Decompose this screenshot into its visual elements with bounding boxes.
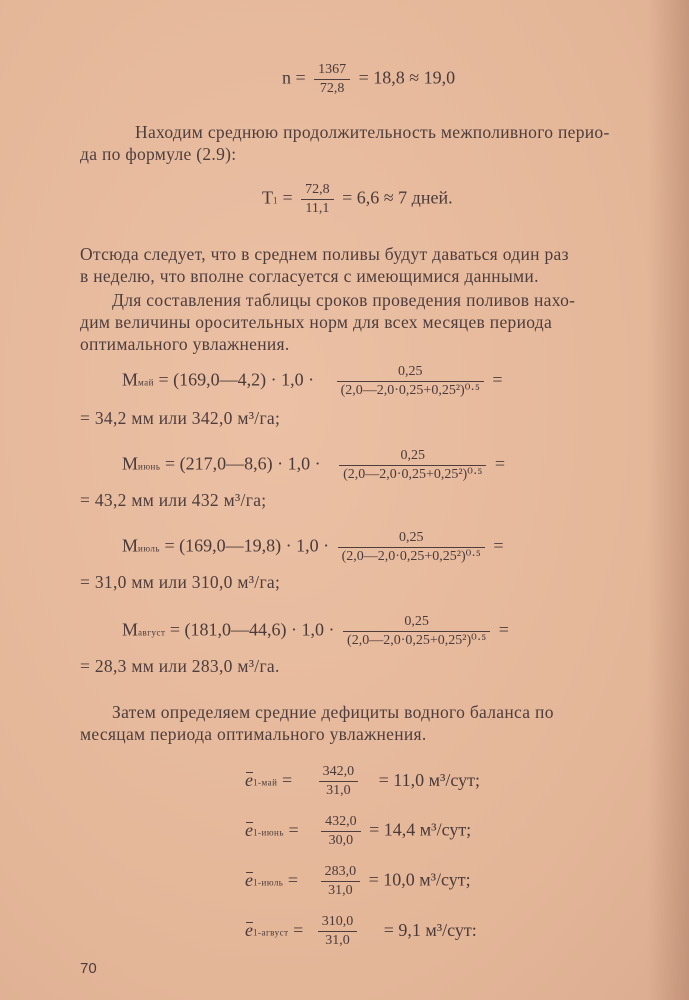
norm-subscript: август <box>138 627 166 638</box>
page-number: 70 <box>80 960 97 977</box>
norm-numerator: 0,25 <box>337 364 484 382</box>
paragraph-4-line-1: Затем определяем средние дефициты водного баланса по <box>112 702 554 722</box>
deficit-fraction <box>321 864 361 899</box>
norm-denominator: (2,0—2,0·0,25+0,25²)⁰·⁵ <box>347 633 487 648</box>
deficit-denominator: 31,0 <box>328 883 353 898</box>
norm-fraction <box>338 530 485 565</box>
deficit-august: e1-агвуст = $\frac{310,0}{31,0}$ = 9,1 м³/сут: <box>245 914 477 948</box>
deficit-denominator: 31,0 <box>325 933 350 948</box>
formula-n-lhs: n <box>282 67 291 88</box>
formula-n-denominator: 72,8 <box>319 81 345 96</box>
norm-fraction <box>337 364 484 399</box>
norm-fraction <box>339 448 486 483</box>
deficit-subscript: 1-агвуст <box>253 927 289 938</box>
paragraph-3-line-3: оптимального увлажнения. <box>80 334 290 354</box>
paragraph-1-line-2: да по формуле (2.9): <box>80 144 237 164</box>
norm-label: M <box>122 619 139 640</box>
deficit-result: = 10,0 м³/сут; <box>368 869 471 890</box>
deficit-result: = 11,0 м³/сут; <box>378 769 480 790</box>
norm-label: M <box>122 453 139 474</box>
norm-label: M <box>122 535 139 556</box>
deficit-june: e1-июнь = $\frac{432,0}{30,0}$ = 14,4 м³/сут; <box>245 814 472 848</box>
formula-n-numerator: 1367 <box>314 62 350 80</box>
deficit-label: e <box>245 769 253 790</box>
formula-t-lhs: T <box>262 187 273 208</box>
deficit-numerator: 283,0 <box>321 864 361 882</box>
deficit-numerator: 432,0 <box>321 814 361 832</box>
irrigation-norm-may-result: = 34,2 мм или 342,0 м³/га; <box>80 408 281 428</box>
norm-expression: = (169,0—4,2) · 1,0 · <box>158 369 315 390</box>
norm-expression: = (169,0—19,8) · 1,0 · <box>164 535 330 556</box>
norm-expression: = (181,0—44,6) · 1,0 · <box>169 619 335 640</box>
formula-n-fraction <box>314 62 350 97</box>
paragraph-2-line-1: Отсюда следует, что в среднем поливы будут даваться один раз <box>80 244 569 264</box>
deficit-may: e1-май = $\frac{342,0}{31,0}$ = 11,0 м³/сут; <box>245 764 480 798</box>
formula-t-subscript: 1 <box>273 195 278 206</box>
deficit-result: = 9,1 м³/сут: <box>383 919 477 940</box>
formula-t-numerator: 72,8 <box>301 182 334 200</box>
formula-n: n = $\frac{1367}{72,8}$ = 18,8 ≈ 19,0 <box>282 62 456 96</box>
paragraph-3-line-2: дим величины оросительных норм для всех месяцев периода <box>80 312 553 332</box>
paragraph-3-line-1: Для составления таблицы сроков проведения поливов нахо- <box>112 290 576 310</box>
norm-fraction <box>343 614 490 649</box>
formula-n-result: = 18,8 ≈ 19,0 <box>358 67 456 88</box>
paragraph-2-line-2: в неделю, что вполне согласуется с имеющимися данными. <box>80 266 539 286</box>
norm-subscript: май <box>138 377 154 388</box>
deficit-july: e1-июль = $\frac{283,0}{31,0}$ = 10,0 м³/сут; <box>245 864 471 898</box>
irrigation-norm-june-result: = 43,2 мм или 432 м³/га; <box>80 490 267 510</box>
norm-denominator: (2,0—2,0·0,25+0,25²)⁰·⁵ <box>341 549 481 564</box>
norm-subscript: июль <box>138 543 160 554</box>
formula-t-denominator: 11,1 <box>305 201 330 216</box>
irrigation-norm-june: Mиюнь = (217,0—8,6) · 1,0 · $\frac{0,25}{\text{(2,0—2,0·0,25+0,25²)⁰·⁵}}$ = <box>122 448 506 482</box>
irrigation-norm-august: Mавгуст = (181,0—44,6) · 1,0 · $\frac{0,25}{\text{(2,0—2,0·0,25+0,25²)⁰·⁵}}$ = <box>122 614 509 648</box>
norm-numerator: 0,25 <box>338 530 485 548</box>
deficit-subscript: 1-июль <box>253 877 284 888</box>
formula-t-result: = 6,6 ≈ 7 дней. <box>342 187 453 208</box>
paragraph-1-line-1: Находим среднюю продолжительность межполивного перио- <box>135 122 610 142</box>
norm-label: M <box>122 369 139 390</box>
irrigation-norm-august-result: = 28,3 мм или 283,0 м³/га. <box>80 656 280 676</box>
deficit-numerator: 342,0 <box>319 764 359 782</box>
deficit-denominator: 30,0 <box>328 833 354 848</box>
deficit-denominator: 31,0 <box>326 783 351 798</box>
norm-numerator: 0,25 <box>343 614 490 632</box>
deficit-label: e <box>245 869 253 890</box>
deficit-fraction <box>321 814 361 849</box>
deficit-label: e <box>245 919 253 940</box>
deficit-subscript: 1-июнь <box>253 827 284 838</box>
norm-expression: = (217,0—8,6) · 1,0 · <box>164 453 321 474</box>
irrigation-norm-may: Mмай = (169,0—4,2) · 1,0 · $\frac{0,25}{\text{(2,0—2,0·0,25+0,25²)⁰·⁵}}$ = <box>122 364 503 398</box>
paragraph-4-line-2: месяцам периода оптимального увлажнения. <box>80 724 427 744</box>
deficit-subscript: 1-май <box>253 777 278 788</box>
deficit-label: e <box>245 819 253 840</box>
irrigation-norm-july: Mиюль = (169,0—19,8) · 1,0 · $\frac{0,25}{\text{(2,0—2,0·0,25+0,25²)⁰·⁵}}$ = <box>122 530 504 564</box>
norm-denominator: (2,0—2,0·0,25+0,25²)⁰·⁵ <box>340 383 480 398</box>
norm-subscript: июнь <box>138 461 161 472</box>
deficit-fraction <box>319 764 359 799</box>
irrigation-norm-july-result: = 31,0 мм или 310,0 м³/га; <box>80 572 281 592</box>
deficit-numerator: 310,0 <box>318 914 358 932</box>
formula-t: T1 = $\frac{72,8}{11,1}$ = 6,6 ≈ 7 дней. <box>262 182 453 216</box>
deficit-result: = 14,4 м³/сут; <box>369 819 472 840</box>
deficit-fraction <box>318 914 358 949</box>
norm-numerator: 0,25 <box>339 448 486 466</box>
formula-t-fraction <box>301 182 334 217</box>
norm-denominator: (2,0—2,0·0,25+0,25²)⁰·⁵ <box>343 467 483 482</box>
